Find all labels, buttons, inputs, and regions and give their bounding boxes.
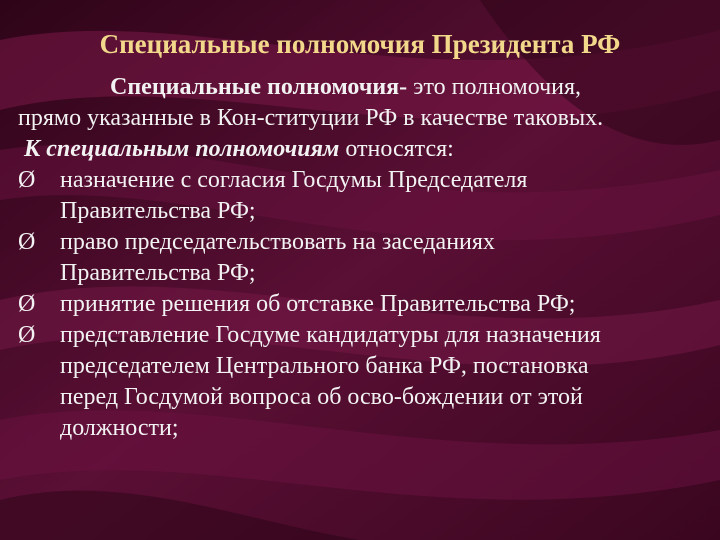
definition-line-2: прямо указанные в Кон-ституции РФ в качестве таковых. — [18, 105, 604, 131]
list-item — [18, 165, 714, 227]
arrow-bullet-icon: Ø — [18, 167, 36, 193]
lead-line — [18, 134, 714, 165]
lead-text: относятся: — [339, 136, 454, 162]
definition-text: это полномочия, — [407, 74, 582, 100]
definition-line-1 — [18, 72, 714, 103]
list-item-text: назначение с согласия Госдумы Председателя Правительства РФ; — [60, 167, 528, 224]
list-item-text: представление Госдуме кандидатуры для назначения председателем Центрального банка РФ, постановка перед Госдумой вопроса об осво-бождении от этой должности; — [60, 322, 601, 441]
slide-body — [18, 72, 714, 444]
arrow-bullet-icon: Ø — [18, 291, 36, 317]
list-item — [18, 289, 714, 320]
definition-term: Специальные полномочия- — [110, 74, 408, 100]
list-item — [18, 227, 714, 289]
list-item — [18, 320, 714, 444]
arrow-bullet-icon: Ø — [18, 229, 36, 255]
arrow-bullet-icon: Ø — [18, 322, 36, 348]
list-item-text: право председательствовать на заседаниях Правительства РФ; — [60, 229, 495, 286]
slide-title: Специальные полномочия Президента РФ — [99, 29, 621, 59]
lead-term: К специальным полномочиям — [24, 136, 340, 162]
list-item-text: принятие решения об отставке Правительства РФ; — [60, 291, 576, 317]
